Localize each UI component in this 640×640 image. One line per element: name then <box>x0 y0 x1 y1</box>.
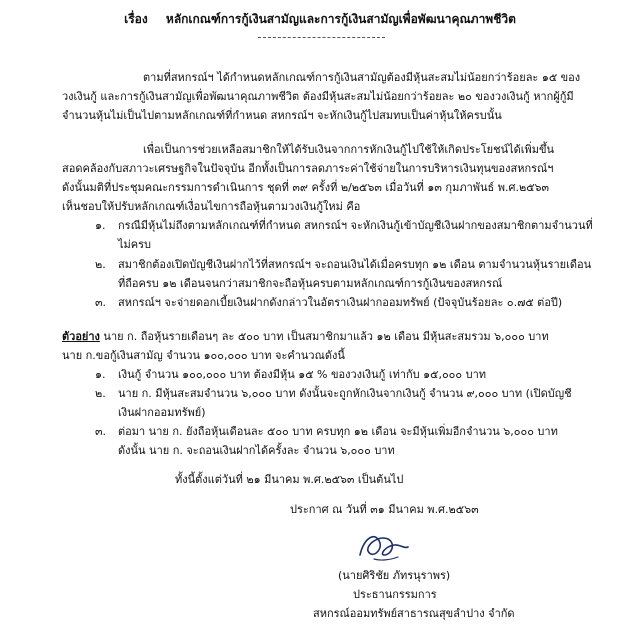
example-text-1: นาย ก. ถือหุ้นรายเดือนๆ ละ ๕๐๐ บาท เป็นสมาชิกมาแล้ว ๑๒ เดือน มีหุ้นสะสมรวม ๖,๐๐๐ บาท <box>103 330 549 343</box>
example-item-3-line-1: ต่อมา นาย ก. ยังถือหุ้นเดือนละ ๕๐๐ บาท ครบทุก ๑๒ เดือน จะมีหุ้นเพิ่มอีกจำนวน ๖,๐๐๐ บาท <box>118 425 558 438</box>
example-item-1-line-1: เงินกู้ จำนวน ๑๐๐,๐๐๐ บาท ต้องมีหุ้น ๑๕ % ของวงเงินกู้ เท่ากับ ๑๕,๐๐๐ บาท <box>118 368 487 381</box>
rule-2-line-2: ที่ถือครบ ๑๒ เดือนจนกว่าสมาชิกจะถือหุ้นครบตามหลักเกณฑ์การกู้เงินของสหกรณ์ <box>118 277 503 290</box>
title-text: หลักเกณฑ์การกู้เงินสามัญและการกู้เงินสามัญเพื่อพัฒนาคุณภาพชีวิต <box>165 12 516 26</box>
example-item-2-line-2: เงินฝากออมทรัพย์) <box>118 406 206 419</box>
title-label: เรื่อง <box>124 12 148 26</box>
organization-name: สหกรณ์ออมทรัพย์สาธารณสุขลำปาง จำกัด <box>313 607 515 620</box>
example-item-2-line-1: นาย ก. มีหุ้นสะสมจำนวน ๖,๐๐๐ บาท ดังนั้นจะถูกหักเงินจากเงินกู้ จำนวน ๙,๐๐๐ บาท (เปิดบัญชี <box>118 387 572 400</box>
example-item-3-line-2: ดังนั้น นาย ก. จะถอนเงินฝากได้ครั้งละ จำนวน ๖,๐๐๐ บาท <box>118 444 395 457</box>
rule-number: ๒. <box>95 258 106 271</box>
para2-line-4: เห็นชอบให้ปรับหลักเกณฑ์เงื่อนไขการถือหุ้นตามวงเงินกู้ใหม่ คือ <box>62 200 361 213</box>
rule-1-line-1: กรณีมีหุ้นไม่ถึงตามหลักเกณฑ์ที่กำหนด สหกรณ์ฯ จะหักเงินกู้เข้าบัญชีเงินฝากของสมาชิกตามจำนวนที่ <box>118 219 593 232</box>
document-title <box>0 10 640 28</box>
rule-number: ๑. <box>95 219 106 232</box>
para1-line-3: จำนวนหุ้นไม่เป็นไปตามหลักเกณฑ์ที่กำหนด สหกรณ์ฯ จะหักเงินกู้ไปสมทบเป็นค่าหุ้นให้ครบนั้น <box>62 109 502 122</box>
example-line-1 <box>62 330 549 344</box>
para2-line-1: เพื่อเป็นการช่วยเหลือสมาชิกให้ได้รับเงินจากการหักเงินกู้ไปใช้ให้เกิดประโยชน์ได้เพิ่มขึ้น <box>143 143 555 156</box>
example-label: ตัวอย่าง <box>62 330 100 343</box>
example-item-number: ๒. <box>95 387 106 400</box>
signer-name: (นายศิริชัย ภัทรนุราพร) <box>338 569 451 582</box>
example-line-2: นาย ก.ขอกู้เงินสามัญ จำนวน ๑๐๐,๐๐๐ บาท จะคำนวณดังนี้ <box>62 349 345 362</box>
title-divider <box>258 37 385 38</box>
effective-date: ทั้งนี้ตั้งแต่วันที่ ๒๑ มีนาคม พ.ศ.๒๕๖๓ เป็นต้นไป <box>175 473 404 486</box>
rule-1-line-2: ไม่ครบ <box>118 238 152 251</box>
para2-line-3: ดังนั้นมติที่ประชุมคณะกรรมการดำเนินการ ชุดที่ ๓๙ ครั้งที่ ๒/๒๕๖๓ เมื่อวันที่ ๑๓ กุมภาพันธ์ พ.ศ.๒๕๖๓ <box>62 181 550 194</box>
para1-line-2: วงเงินกู้ และการกู้เงินสามัญเพื่อพัฒนาคุณภาพชีวิต ต้องมีหุ้นสะสมไม่น้อยกว่าร้อยละ ๒๐ ของวงเงินกู้ หากผู้กู้มี <box>62 90 574 103</box>
example-item-number: ๓. <box>95 425 107 438</box>
rule-3-line-1: สหกรณ์ฯ จะจ่ายดอกเบี้ยเงินฝากดังกล่าวในอัตราเงินฝากออมทรัพย์ (ปัจจุบันร้อยละ ๐.๗๕ ต่อปี) <box>118 296 563 309</box>
signer-position: ประธานกรรมการ <box>353 588 437 601</box>
signature-icon <box>354 525 412 565</box>
para2-line-2: สอดคล้องกับสภาวะเศรษฐกิจในปัจจุบัน อีกทั้งเป็นการลดภาระค่าใช้จ่ายในการบริหารเงินทุนของสหกรณ์ฯ <box>62 162 554 175</box>
announcement-date: ประกาศ ณ วันที่ ๓๑ มีนาคม พ.ศ.๒๕๖๓ <box>290 503 479 516</box>
rule-number: ๓. <box>95 296 107 309</box>
example-item-number: ๑. <box>95 368 106 381</box>
rule-2-line-1: สมาชิกต้องเปิดบัญชีเงินฝากไว้ที่สหกรณ์ฯ จะถอนเงินได้เมื่อครบทุก ๑๒ เดือน ตามจำนวนหุ้นรายเดือน <box>118 258 592 271</box>
para1-line-1: ตามที่สหกรณ์ฯ ได้กำหนดหลักเกณฑ์การกู้เงินสามัญต้องมีหุ้นสะสมไม่น้อยกว่าร้อยละ ๑๕ ของ <box>143 71 581 84</box>
